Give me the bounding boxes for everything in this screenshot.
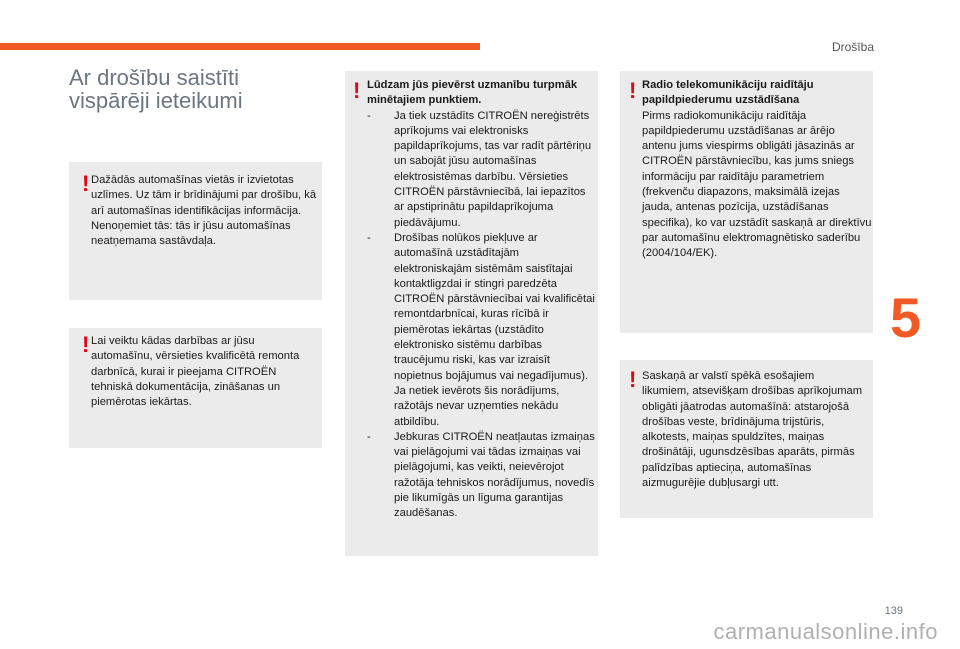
list-dash: -	[367, 430, 371, 443]
list-dash: -	[367, 231, 371, 244]
page-title	[69, 66, 329, 112]
info-box-radio-content	[642, 78, 872, 262]
info-box-service-text: Lai veiktu kādas darbības ar jūsu automašīnu, vērsieties kvalificētā remonta darbnīcā, kurai ir pieejama CITROËN tehniskā dokumentācija, zināšanas un piemērotas iekārtas.	[91, 335, 300, 409]
info-box-labels-text: Dažādās automašīnas vietās ir izvietotas uzlīmes. Uz tām ir brīdinājumi par drošību, kā arī automašīnas identifikācijas informācija. Nenoņemiet tās: tās ir jūsu automašīnas neatņemama sastāvdaļa.	[91, 174, 317, 248]
info-box-equipment	[620, 360, 873, 518]
info-box-attention	[345, 71, 598, 556]
top-accent-bar	[0, 43, 480, 50]
list-item	[367, 231, 595, 430]
info-box-radio-title: Radio telekomunikāciju raidītāju papildpiederumu uzstādīšana	[642, 79, 814, 107]
page-number: 139	[884, 605, 903, 617]
warning-icon: !	[629, 78, 637, 103]
warning-icon: !	[353, 78, 361, 103]
list-item	[367, 430, 595, 522]
watermark: carmanualsonline.info	[713, 619, 938, 644]
list-item-text: Drošības nolūkos piekļuve ar automašīnā uzstādītajām elektroniskajām sistēmām saistītajai kontaktligzdai ir stingri paredzēta CITROËN pārstāvniecībai vai kvalificētai remontdarbnīcai, kuras rīcībā ir piemērotas iekārtas (uzstādīto elektronisko sistēmu darbības traucējumu riski, kas var izraisīt nopietnus bojājumus vai negadījumus). Ja netiek ievērots šis norādījums, ražotājs nevar uzņemties nekādu atbildību.	[394, 231, 595, 428]
chapter-number: 5	[890, 286, 922, 349]
page-title-line-1: Ar drošību saistīti	[69, 65, 239, 90]
list-dash: -	[367, 109, 371, 122]
info-box-radio-body: Pirms radiokomunikāciju raidītāja papildpiederumu uzstādīšanas ar ārējo antenu jums viespirms obligāti jāsazinās ar CITROËN pārstāvniecību, kas jums sniegs informāciju par raidītāju parametriem (frekvenču diapazons, maksimālā izejas jauda, antenas pozīcija, uzstādīšanas specifika), ko var uzstādīt saskaņā ar direktīvu par automašīnu elektromagnētisko saderību (2004/104/EK).	[642, 109, 872, 260]
list-item-text: Ja tiek uzstādīts CITROËN nereģistrēts aprīkojums vai elektronisks papildaprīkojums, tas var radīt pārtēriņu un sabojāt jūsu automašīnas elektrosistēmas darbību. Vērsieties CITROËN pārstāvniecībā, lai iepazītos ar apstiprinātu papildaprīkojuma piedāvājumu.	[394, 109, 592, 229]
info-box-attention-content	[367, 78, 595, 522]
info-box-attention-title: Lūdzam jūs pievērst uzmanību turpmāk minētajiem punktiem.	[367, 79, 578, 107]
page-title-line-2: vispārēji ieteikumi	[69, 88, 243, 113]
warning-icon: !	[629, 367, 637, 392]
section-name: Drošība	[831, 40, 874, 54]
warning-icon: !	[82, 332, 90, 357]
list-item-text: Jebkuras CITROËN neatļautas izmaiņas vai pielāgojumi vai tādas izmaiņas vai pielāgojumi, kas veikti, neievērojot ražotāja tehniskos norādījumus, novedīs pie likumīgās un līguma garantijas zaudēšanas.	[394, 430, 595, 520]
warning-icon: !	[82, 171, 90, 196]
info-box-service	[69, 328, 322, 448]
info-box-radio	[620, 71, 873, 333]
info-box-equipment-text: Saskaņā ar valstī spēkā esošajiem likumiem, atsevišķam drošības aprīkojumam obligāti jāatrodas automašīnā: atstarojošā drošības veste, brīdinājuma trijstūris, alkotests, maiņas spuldzītes, maiņas drošinātāji, ugunsdzēsības aparāts, pirmās palīdzības aptieciņa, automašīnas aizmugurējie dubļusargi utt.	[642, 370, 863, 490]
list-item	[367, 109, 595, 231]
info-box-labels	[69, 162, 322, 300]
